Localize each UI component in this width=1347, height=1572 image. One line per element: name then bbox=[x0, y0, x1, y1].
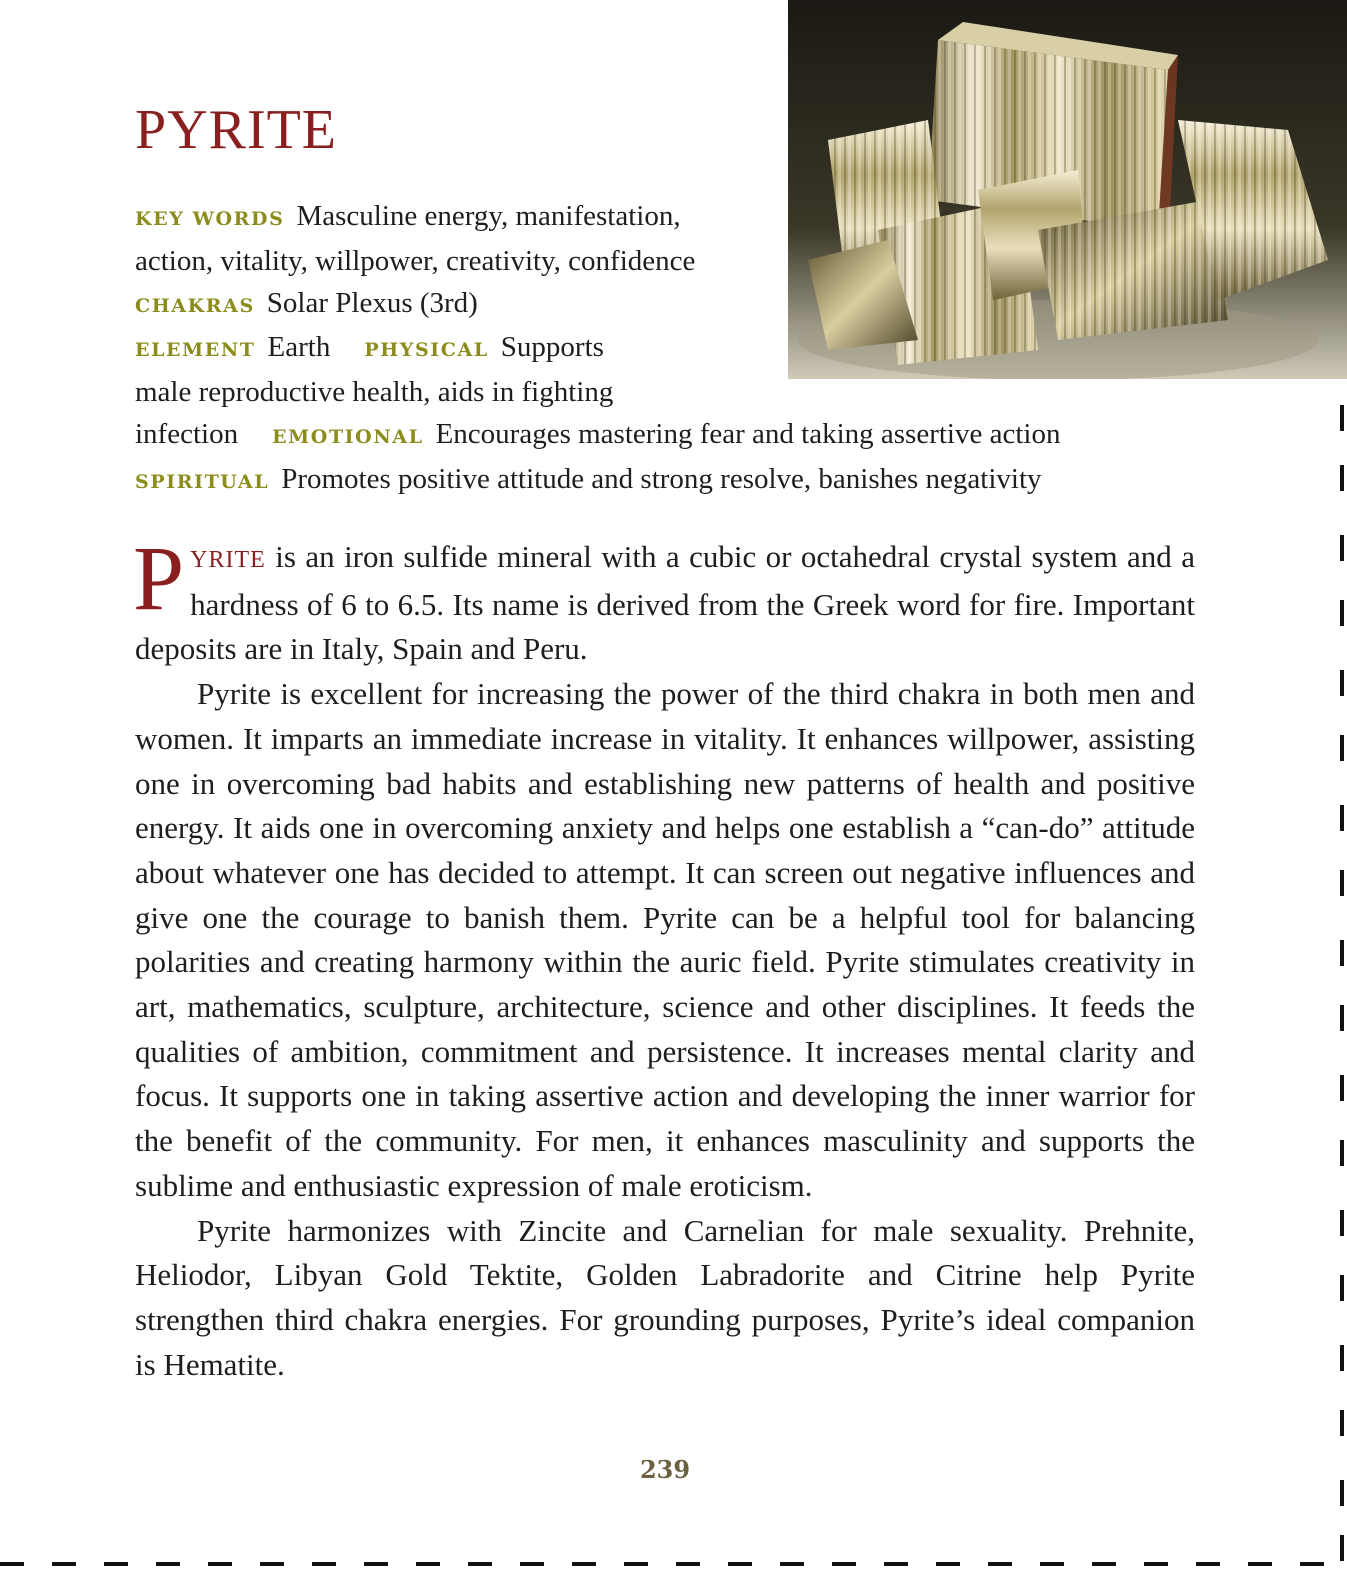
key-words-value-line2: action, vitality, willpower, creativity, confidence bbox=[135, 244, 696, 277]
chakras-value: Solar Plexus (3rd) bbox=[266, 286, 478, 319]
emotional-value: Encourages mastering fear and taking assertive action bbox=[435, 417, 1061, 450]
chakras-row bbox=[135, 283, 1215, 328]
chakras-label: CHAKRAS bbox=[135, 294, 255, 317]
scan-edge-marks-bottom bbox=[0, 1562, 1347, 1572]
page-title: PYRITE bbox=[135, 99, 337, 161]
element-label: ELEMENT bbox=[135, 339, 256, 362]
element-physical-row bbox=[135, 327, 1215, 372]
paragraph-1 bbox=[133, 527, 1195, 672]
spiritual-label: SPIRITUAL bbox=[135, 470, 270, 493]
emotional-label: EMOTIONAL bbox=[272, 425, 424, 448]
key-words-row bbox=[135, 196, 1215, 241]
paragraph-2: Pyrite is excellent for increasing the power of the third chakra in both men and women. It imparts an immediate increase in vitality. It enhances willpower, assisting one in overcoming bad habits and establishing new patterns of health and positive energy. It aids one in overcoming anxiety and helps one establish a “can-do” attitude about whatever one has decided to attempt. It can screen out negative influences and give one the courage to banish them. Pyrite can be a helpful tool for balancing polarities and creating harmony within the auric field. Pyrite stimulates creativity in art, mathematics, sculpture, architecture, science and other disciplines. It feeds the qualities of ambition, commitment and persistence. It increases mental clarity and focus. It supports one in taking assertive action and developing the inner warrior for the benefit of the community. For men, it enhances masculinity and supports the sublime and enthusiastic expression of male eroticism. bbox=[135, 676, 1195, 1203]
properties-block bbox=[135, 196, 1215, 504]
scan-edge-marks-right bbox=[1340, 395, 1347, 1572]
key-words-value-line1: Masculine energy, manifestation, bbox=[296, 200, 681, 232]
physical-value-line3: infection bbox=[135, 417, 239, 450]
physical-label: PHYSICAL bbox=[364, 339, 489, 362]
body-text bbox=[133, 527, 1195, 1387]
spiritual-value: Promotes positive attitude and strong resolve, banishes negativity bbox=[281, 462, 1042, 495]
drop-cap: P bbox=[133, 527, 185, 629]
physical-row-2 bbox=[135, 372, 1215, 414]
physical-value-line1: Supports bbox=[500, 331, 604, 364]
lead-smallcaps: YRITE bbox=[190, 547, 266, 573]
key-words-row-2 bbox=[135, 241, 1215, 283]
key-words-label: KEY WORDS bbox=[135, 208, 285, 230]
paragraph-3: Pyrite harmonizes with Zincite and Carnelian for male sexuality. Prehnite, Heliodor, Libyan Gold Tektite, Golden Labradorite and Citrine help Pyrite strengthen third chakra energies. For grounding purposes, Pyrite’s ideal companion is Hematite. bbox=[135, 1212, 1195, 1382]
paragraph-1-text: is an iron sulfide mineral with a cubic or octahedral crystal system and a hardness of 6 to 6.5. Its name is derived from the Greek word for fire. Important deposits are in Italy, Spain and Peru. bbox=[135, 539, 1195, 667]
page-number: 239 bbox=[639, 1455, 691, 1484]
spiritual-row bbox=[135, 459, 1215, 504]
physical-value-line2: male reproductive health, aids in fighting bbox=[135, 376, 614, 409]
element-value: Earth bbox=[267, 331, 331, 364]
physical-emotional-row bbox=[135, 414, 1215, 459]
